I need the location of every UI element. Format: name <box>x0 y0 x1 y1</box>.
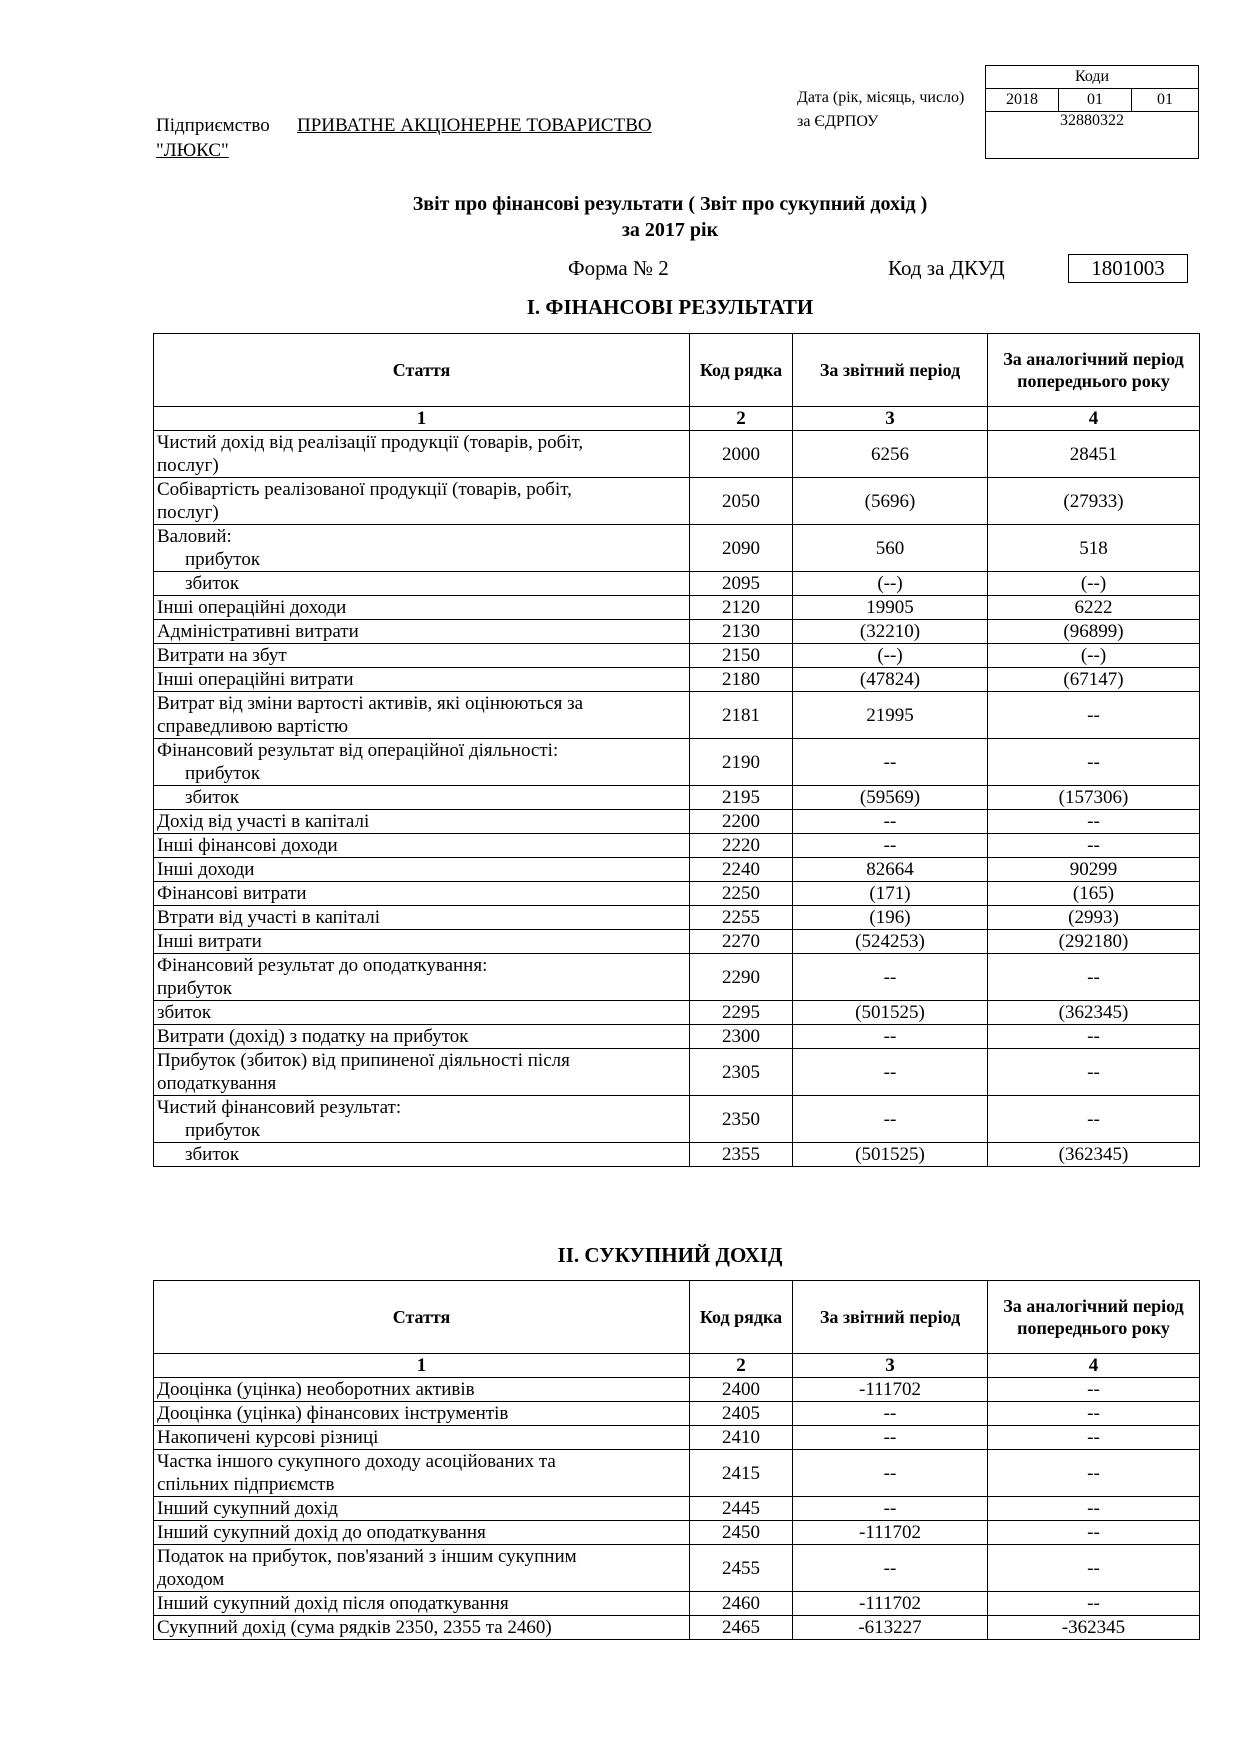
table-row <box>154 834 1200 858</box>
col-current: За звітний період <box>793 1281 988 1354</box>
table-row <box>154 930 1200 954</box>
row-previous: -- <box>988 1450 1200 1497</box>
col-num-3: 3 <box>793 1354 988 1378</box>
row-previous: -- <box>988 954 1200 1001</box>
edrpou-label: за ЄДРПОУ <box>797 113 879 130</box>
row-previous: (67147) <box>988 668 1200 692</box>
row-article: Інші доходи <box>154 858 690 882</box>
table-row <box>154 954 1200 1001</box>
row-previous: -- <box>988 1378 1200 1402</box>
col-num-2: 2 <box>690 1354 793 1378</box>
row-current: (501525) <box>793 1001 988 1025</box>
row-previous: -- <box>988 1545 1200 1592</box>
table-row <box>154 1378 1200 1402</box>
row-code: 2305 <box>690 1049 793 1096</box>
row-current: -111702 <box>793 1521 988 1545</box>
row-article: збиток <box>154 572 690 596</box>
row-current: (47824) <box>793 668 988 692</box>
codes-table <box>985 65 1199 159</box>
table-row <box>154 1402 1200 1426</box>
dkud-label: Код за ДКУД <box>888 256 1005 280</box>
date-year: 2018 <box>986 89 1059 112</box>
row-current: (59569) <box>793 786 988 810</box>
table-row <box>154 692 1200 739</box>
row-previous: (--) <box>988 572 1200 596</box>
row-article: Витрати (дохід) з податку на прибуток <box>154 1025 690 1049</box>
col-current: За звітний період <box>793 334 988 407</box>
row-current: (501525) <box>793 1143 988 1167</box>
comprehensive-income-table <box>153 1280 1200 1640</box>
row-code: 2350 <box>690 1096 793 1143</box>
row-code: 2200 <box>690 810 793 834</box>
date-month: 01 <box>1059 89 1132 112</box>
row-code: 2405 <box>690 1402 793 1426</box>
date-label: Дата (рік, місяць, число) <box>797 89 965 106</box>
table-row <box>154 1426 1200 1450</box>
row-previous: -- <box>988 1426 1200 1450</box>
row-previous: 90299 <box>988 858 1200 882</box>
row-current: (--) <box>793 572 988 596</box>
table-row <box>154 620 1200 644</box>
row-current: (524253) <box>793 930 988 954</box>
table-row <box>154 478 1200 525</box>
row-code: 2050 <box>690 478 793 525</box>
table-row <box>154 786 1200 810</box>
col-num-1: 1 <box>154 407 690 431</box>
row-code: 2355 <box>690 1143 793 1167</box>
row-code: 2300 <box>690 1025 793 1049</box>
row-article: Дооцінка (уцінка) фінансових інструментів <box>154 1402 690 1426</box>
row-article: Інші фінансові доходи <box>154 834 690 858</box>
table-row <box>154 882 1200 906</box>
col-num-4: 4 <box>988 407 1200 431</box>
row-code: 2290 <box>690 954 793 1001</box>
col-article: Стаття <box>154 334 690 407</box>
row-current: (5696) <box>793 478 988 525</box>
row-previous: (362345) <box>988 1143 1200 1167</box>
report-period: за 2017 рік <box>621 219 719 241</box>
row-current: 560 <box>793 525 988 572</box>
row-current: (196) <box>793 906 988 930</box>
enterprise-name-2: "ЛЮКС" <box>156 140 229 161</box>
date-day: 01 <box>1132 89 1199 112</box>
row-current: -- <box>793 1096 988 1143</box>
row-current: -- <box>793 1450 988 1497</box>
row-previous: (362345) <box>988 1001 1200 1025</box>
table-row <box>154 1545 1200 1592</box>
row-current: -- <box>793 1426 988 1450</box>
row-code: 2000 <box>690 431 793 478</box>
row-article: Витрат від зміни вартості активів, які оцінюються за справедливою вартістю <box>154 692 690 739</box>
row-previous: 518 <box>988 525 1200 572</box>
row-current: (171) <box>793 882 988 906</box>
row-code: 2150 <box>690 644 793 668</box>
row-current: -- <box>793 739 988 786</box>
section2-title: II. СУКУПНИЙ ДОХІД <box>557 1243 783 1267</box>
row-code: 2255 <box>690 906 793 930</box>
row-previous: -- <box>988 834 1200 858</box>
row-code: 2195 <box>690 786 793 810</box>
row-article: Чистий фінансовий результат: прибуток <box>154 1096 690 1143</box>
row-current: -- <box>793 1545 988 1592</box>
row-article: Інший сукупний дохід до оподаткування <box>154 1521 690 1545</box>
row-code: 2455 <box>690 1545 793 1592</box>
table-row <box>154 1049 1200 1096</box>
row-article: збиток <box>154 786 690 810</box>
row-previous: -- <box>988 1049 1200 1096</box>
row-previous: -- <box>988 692 1200 739</box>
row-article: Частка іншого сукупного доходу асоційованих та спільних підприємств <box>154 1450 690 1497</box>
row-previous: (157306) <box>988 786 1200 810</box>
row-previous: -- <box>988 810 1200 834</box>
row-current: (32210) <box>793 620 988 644</box>
row-current: 19905 <box>793 596 988 620</box>
row-current: -- <box>793 810 988 834</box>
row-current: -613227 <box>793 1616 988 1640</box>
row-current: -111702 <box>793 1592 988 1616</box>
row-code: 2410 <box>690 1426 793 1450</box>
table-row <box>154 810 1200 834</box>
row-code: 2240 <box>690 858 793 882</box>
table-row <box>154 1616 1200 1640</box>
row-code: 2095 <box>690 572 793 596</box>
row-article: Втрати від участі в капіталі <box>154 906 690 930</box>
row-article: Дохід від участі в капіталі <box>154 810 690 834</box>
row-code: 2465 <box>690 1616 793 1640</box>
row-code: 2250 <box>690 882 793 906</box>
section1-title: I. ФІНАНСОВІ РЕЗУЛЬТАТИ <box>526 295 814 319</box>
col-previous: За аналогічний період попереднього року <box>988 1281 1200 1354</box>
row-previous: -- <box>988 1025 1200 1049</box>
row-code: 2460 <box>690 1592 793 1616</box>
row-article: Податок на прибуток, пов'язаний з іншим сукупним доходом <box>154 1545 690 1592</box>
table-row <box>154 644 1200 668</box>
row-previous: (--) <box>988 644 1200 668</box>
row-article: Фінансові витрати <box>154 882 690 906</box>
col-num-4: 4 <box>988 1354 1200 1378</box>
row-article: збиток <box>154 1001 690 1025</box>
row-previous: -- <box>988 739 1200 786</box>
table-row <box>154 1450 1200 1497</box>
row-article: Прибуток (збиток) від припиненої діяльності після оподаткування <box>154 1049 690 1096</box>
row-article: Накопичені курсові різниці <box>154 1426 690 1450</box>
codes-title: Коди <box>986 66 1199 89</box>
table-row <box>154 1521 1200 1545</box>
row-article: Інші витрати <box>154 930 690 954</box>
row-current: 6256 <box>793 431 988 478</box>
form-number: Форма № 2 <box>568 256 669 280</box>
row-previous: -- <box>988 1521 1200 1545</box>
row-article: Сукупний дохід (сума рядків 2350, 2355 та 2460) <box>154 1616 690 1640</box>
row-previous: -362345 <box>988 1616 1200 1640</box>
row-previous: -- <box>988 1497 1200 1521</box>
row-article: Інший сукупний дохід після оподаткування <box>154 1592 690 1616</box>
row-code: 2270 <box>690 930 793 954</box>
table-row <box>154 1592 1200 1616</box>
row-current: -- <box>793 834 988 858</box>
col-num-1: 1 <box>154 1354 690 1378</box>
row-code: 2450 <box>690 1521 793 1545</box>
table-row <box>154 596 1200 620</box>
row-code: 2190 <box>690 739 793 786</box>
row-current: -- <box>793 1049 988 1096</box>
col-code: Код рядка <box>690 334 793 407</box>
row-previous: -- <box>988 1402 1200 1426</box>
row-code: 2400 <box>690 1378 793 1402</box>
row-previous: (96899) <box>988 620 1200 644</box>
row-article: Витрати на збут <box>154 644 690 668</box>
row-previous: (27933) <box>988 478 1200 525</box>
row-current: -- <box>793 1025 988 1049</box>
enterprise-label: Підприємство <box>156 115 270 136</box>
col-previous: За аналогічний період попереднього року <box>988 334 1200 407</box>
row-article: збиток <box>154 1143 690 1167</box>
table-row <box>154 858 1200 882</box>
row-code: 2220 <box>690 834 793 858</box>
edrpou-code: 32880322 <box>986 112 1199 159</box>
row-current: -- <box>793 1402 988 1426</box>
row-article: Чистий дохід від реалізації продукції (товарів, робіт, послуг) <box>154 431 690 478</box>
col-code: Код рядка <box>690 1281 793 1354</box>
row-previous: (292180) <box>988 930 1200 954</box>
row-previous: 28451 <box>988 431 1200 478</box>
row-previous: -- <box>988 1592 1200 1616</box>
row-previous: (165) <box>988 882 1200 906</box>
row-current: -- <box>793 1497 988 1521</box>
table-row <box>154 906 1200 930</box>
table-row <box>154 1497 1200 1521</box>
row-previous: -- <box>988 1096 1200 1143</box>
row-current: 82664 <box>793 858 988 882</box>
row-article: Валовий: прибуток <box>154 525 690 572</box>
row-code: 2415 <box>690 1450 793 1497</box>
row-code: 2295 <box>690 1001 793 1025</box>
row-article: Фінансовий результат від операційної діяльності: прибуток <box>154 739 690 786</box>
financial-results-table <box>153 333 1200 1167</box>
row-article: Собівартість реалізованої продукції (товарів, робіт, послуг) <box>154 478 690 525</box>
row-current: -- <box>793 954 988 1001</box>
col-article: Стаття <box>154 1281 690 1354</box>
row-previous: (2993) <box>988 906 1200 930</box>
table-row <box>154 739 1200 786</box>
row-article: Інші операційні витрати <box>154 668 690 692</box>
table-row <box>154 1001 1200 1025</box>
table-row <box>154 1025 1200 1049</box>
row-previous: 6222 <box>988 596 1200 620</box>
row-article: Інші операційні доходи <box>154 596 690 620</box>
row-article: Дооцінка (уцінка) необоротних активів <box>154 1378 690 1402</box>
row-code: 2445 <box>690 1497 793 1521</box>
row-current: (--) <box>793 644 988 668</box>
table-row <box>154 525 1200 572</box>
row-article: Фінансовий результат до оподаткування: прибуток <box>154 954 690 1001</box>
table-row <box>154 668 1200 692</box>
row-code: 2090 <box>690 525 793 572</box>
col-num-3: 3 <box>793 407 988 431</box>
row-article: Інший сукупний дохід <box>154 1497 690 1521</box>
table-row <box>154 1143 1200 1167</box>
row-code: 2181 <box>690 692 793 739</box>
row-article: Адміністративні витрати <box>154 620 690 644</box>
dkud-value: 1801003 <box>1068 254 1188 283</box>
row-current: -111702 <box>793 1378 988 1402</box>
enterprise-name: ПРИВАТНЕ АКЦІОНЕРНЕ ТОВАРИСТВО <box>297 115 652 136</box>
row-code: 2180 <box>690 668 793 692</box>
row-code: 2120 <box>690 596 793 620</box>
table-row <box>154 1096 1200 1143</box>
table-row <box>154 572 1200 596</box>
table-row <box>154 431 1200 478</box>
report-title: Звіт про фінансові результати ( Звіт про сукупний дохід ) <box>412 193 928 215</box>
row-current: 21995 <box>793 692 988 739</box>
col-num-2: 2 <box>690 407 793 431</box>
row-code: 2130 <box>690 620 793 644</box>
